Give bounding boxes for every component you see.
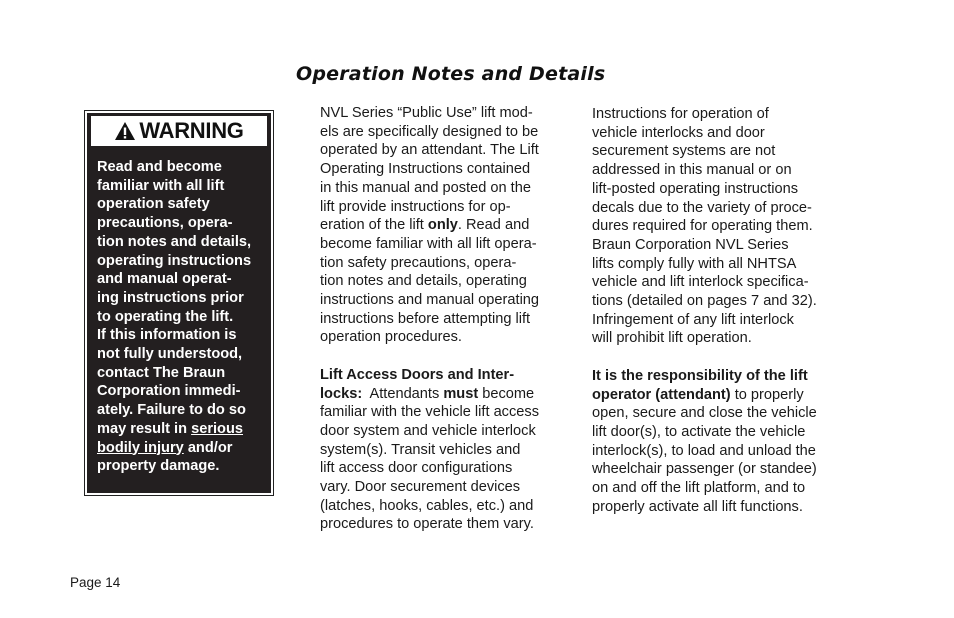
warning-emphasis: serious xyxy=(191,420,244,437)
text-segment: eration of the lift xyxy=(320,217,428,234)
text-line: decals due to the variety of proce- xyxy=(592,199,812,216)
text-line: will prohibit lift operation. xyxy=(592,330,752,347)
text-line: lift-posted operating instructions xyxy=(592,180,799,197)
warning-line: precautions, opera- xyxy=(97,215,233,232)
text-segment: . Read and xyxy=(457,217,530,234)
warning-line: tion notes and details, xyxy=(97,233,252,250)
text-segment: become xyxy=(478,385,535,402)
text-line: vary. Door securement devices xyxy=(320,479,521,496)
warning-line: familiar with all lift xyxy=(97,177,225,194)
warning-heading: WARNING xyxy=(139,118,244,143)
text-line: familiar with the vehicle lift access xyxy=(320,404,539,421)
text-line: NVL Series “Public Use” lift mod- xyxy=(320,105,533,121)
page-number: Page 14 xyxy=(70,575,121,590)
warning-header xyxy=(90,115,268,147)
page-title: Operation Notes and Details xyxy=(296,63,606,85)
bold-text: operator (attendant) xyxy=(592,386,731,403)
warning-line: property damage. xyxy=(97,458,220,475)
text-line: securement systems are not xyxy=(592,143,776,160)
text-line: on and off the lift platform, and to xyxy=(592,480,806,497)
warning-line: ing instructions prior xyxy=(97,289,244,306)
warning-line: ately. Failure to do so xyxy=(97,402,246,419)
warning-text-segment: may result in xyxy=(97,420,192,437)
warning-line: Corporation immedi- xyxy=(97,383,241,400)
text-line: addressed in this manual or on xyxy=(592,162,792,179)
text-line: tion notes and details, operating xyxy=(320,273,527,290)
text-segment: Attendants xyxy=(362,385,444,402)
warning-line: not fully understood, xyxy=(97,346,243,363)
text-line: Infringement of any lift interlock xyxy=(592,311,794,328)
text-line: vehicle and lift interlock specifica- xyxy=(592,274,809,291)
text-line: procedures to operate them vary. xyxy=(320,516,534,533)
text-line: Braun Corporation NVL Series xyxy=(592,236,789,253)
warning-line xyxy=(97,439,271,458)
warning-line: contact The Braun xyxy=(97,364,226,381)
warning-line: to operating the lift. xyxy=(97,308,234,325)
text-line: els are specifically designed to be xyxy=(320,123,539,140)
text-line: instructions and manual operating xyxy=(320,292,540,309)
text-line: tions (detailed on pages 7 and 32). xyxy=(592,293,817,310)
warning-line: Read and become xyxy=(97,159,222,175)
text-line: vehicle interlocks and door xyxy=(592,124,765,141)
text-line: (latches, hooks, cables, etc.) and xyxy=(320,497,534,514)
warning-text-segment: and/or xyxy=(183,439,233,456)
text-column-right xyxy=(592,105,842,516)
warning-line: and manual operat- xyxy=(97,271,232,288)
text-line: lift access door configurations xyxy=(320,460,513,477)
text-line: wheelchair passenger (or standee) xyxy=(592,461,817,478)
text-line: Operating Instructions contained xyxy=(320,161,531,178)
section-heading: locks: xyxy=(320,385,363,402)
warning-line: If this information is xyxy=(97,327,237,344)
section-heading: Lift Access Doors and Inter- xyxy=(320,366,515,383)
text-column-left xyxy=(320,104,570,534)
warning-triangle-icon xyxy=(114,121,136,141)
paragraph-spacer xyxy=(592,348,842,367)
warning-line: operation safety xyxy=(97,196,210,213)
text-line: door system and vehicle interlock xyxy=(320,422,536,439)
text-line: operation procedures. xyxy=(320,329,462,346)
text-line: tion safety precautions, opera- xyxy=(320,254,517,271)
bold-text: only xyxy=(427,217,458,234)
text-line: lift door(s), to activate the vehicle xyxy=(592,423,806,440)
text-line: lift provide instructions for op- xyxy=(320,198,511,215)
text-line: lifts comply fully with all NHTSA xyxy=(592,255,797,272)
warning-text xyxy=(97,158,271,476)
text-line: interlock(s), to load and unload the xyxy=(592,442,816,459)
text-line xyxy=(320,385,570,404)
text-line: operated by an attendant. The Lift xyxy=(320,142,539,159)
text-line xyxy=(592,386,842,405)
warning-line xyxy=(97,420,271,439)
text-line: properly activate all lift functions. xyxy=(592,498,803,515)
warning-emphasis: bodily injury xyxy=(97,439,184,456)
text-line: Instructions for operation of xyxy=(592,106,769,122)
text-line: become familiar with all lift opera- xyxy=(320,235,537,252)
text-line: dures required for operating them. xyxy=(592,218,813,235)
bold-text: It is the responsibility of the lift xyxy=(592,367,808,384)
text-line xyxy=(320,216,570,235)
bold-text: must xyxy=(443,385,479,402)
text-line: instructions before attempting lift xyxy=(320,310,531,327)
warning-line: operating instructions xyxy=(97,252,252,269)
text-line: in this manual and posted on the xyxy=(320,179,531,196)
paragraph-spacer xyxy=(320,347,570,366)
text-segment: to properly xyxy=(730,386,804,403)
text-line: system(s). Transit vehicles and xyxy=(320,441,521,458)
text-line: open, secure and close the vehicle xyxy=(592,405,817,422)
